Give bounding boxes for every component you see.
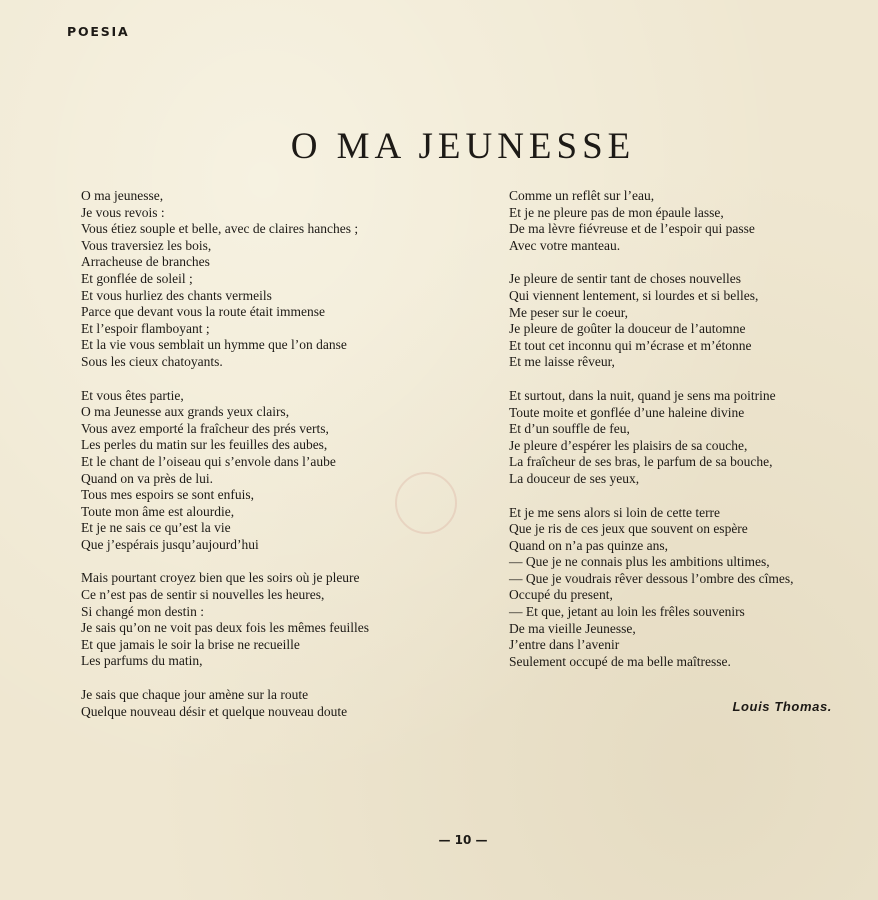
poem-line: Vous traversiez les bois,: [81, 237, 212, 253]
poem-line: O ma Jeunesse aux grands yeux clairs,: [81, 404, 290, 420]
poem-line: Et que jamais le soir la brise ne recueille: [81, 636, 300, 652]
poem-line: Et l’espoir flamboyant ;: [81, 320, 210, 336]
poem-line: Je vous revois :: [81, 204, 165, 220]
poem-line: Et vous êtes partie,: [81, 387, 184, 403]
poem-stanza: [509, 271, 849, 371]
poem-line: Ce n’est pas de sentir si nouvelles les heures,: [81, 587, 325, 603]
poem-line: Occupé du present,: [509, 587, 613, 603]
poem-line: Tous mes espoirs se sont enfuis,: [81, 487, 255, 503]
poem-line: Je sais que chaque jour amène sur la route: [81, 687, 309, 703]
poem-line: Avec votre manteau.: [509, 237, 621, 253]
poem-line: — Et que, jetant au loin les frêles souvenirs: [509, 604, 745, 620]
poem-stanza: [509, 505, 849, 671]
poem-stanza: [509, 188, 849, 254]
poem-line: Que j’espérais jusqu’aujourd’hui: [81, 536, 259, 552]
poem-line: — Que je voudrais rêver dessous l’ombre des cîmes,: [509, 570, 794, 586]
poem-line: Arracheuse de branches: [81, 254, 210, 270]
poem-line: De ma vieille Jeunesse,: [509, 620, 636, 636]
poem-line: Sous les cieux chatoyants.: [81, 353, 223, 369]
poem-line: La fraîcheur de ses bras, le parfum de sa bouche,: [509, 454, 773, 470]
poem-line: — Que je ne connais plus les ambitions ultimes,: [509, 554, 770, 570]
poem-author: Louis Thomas.: [732, 699, 832, 714]
poem-line: La douceur de ses yeux,: [509, 470, 640, 486]
poem-stanza: [81, 188, 441, 371]
poem-line: Et vous hurliez des chants vermeils: [81, 287, 272, 303]
poem-line: Je sais qu’on ne voit pas deux fois les mêmes feuilles: [81, 620, 369, 636]
poem-line: Vous avez emporté la fraîcheur des prés verts,: [81, 420, 329, 436]
poem-line: Je pleure de sentir tant de choses nouvelles: [509, 271, 742, 287]
page-number: — 10 —: [438, 833, 488, 847]
poem-stanza: [81, 570, 441, 670]
poem-line: O ma jeunesse,: [81, 188, 164, 203]
poem-stanza: [509, 388, 849, 488]
poem-line: Et d’un souffle de feu,: [509, 421, 630, 437]
poem-line: Parce que devant vous la route était immense: [81, 304, 326, 320]
poem-line: Et surtout, dans la nuit, quand je sens ma poitrine: [509, 387, 776, 403]
poem-line: Que je ris de ces jeux que souvent on espère: [509, 521, 748, 537]
poem-title: O MA JEUNESSE: [290, 125, 636, 167]
poem-line: Et je ne pleure pas de mon épaule lasse,: [509, 204, 724, 220]
poem-line: Mais pourtant croyez bien que les soirs où je pleure: [81, 570, 360, 586]
poem-line: Quelque nouveau désir et quelque nouveau doute: [81, 703, 348, 719]
poem-line: Seulement occupé de ma belle maîtresse.: [509, 653, 731, 669]
poem-line: Vous étiez souple et belle, avec de claires hanches ;: [81, 221, 359, 237]
poem-line: Et je ne sais ce qu’est la vie: [81, 520, 231, 536]
poem-line: Et me laisse rêveur,: [509, 354, 615, 370]
poem-line: De ma lèvre fiévreuse et de l’espoir qui passe: [509, 221, 755, 237]
section-label: POESIA: [67, 24, 130, 39]
poem-line: Et le chant de l’oiseau qui s’envole dans l’aube: [81, 453, 336, 469]
poem-line: Et gonflée de soleil ;: [81, 270, 193, 286]
poem-right-column: [509, 188, 849, 687]
poem-line: J’entre dans l’avenir: [509, 637, 620, 653]
poem-line: Comme un reflêt sur l’eau,: [509, 188, 655, 203]
poem-line: Je pleure de goûter la douceur de l’automne: [509, 321, 746, 337]
poem-line: Et la vie vous semblait un hymme que l’on danse: [81, 337, 347, 353]
poem-line: Et tout cet inconnu qui m’écrase et m’étonne: [509, 337, 752, 353]
poem-stanza: [81, 388, 441, 554]
poem-line: Quand on va près de lui.: [81, 470, 213, 486]
poem-line: Toute mon âme est alourdie,: [81, 503, 235, 519]
poem-line: Me peser sur le coeur,: [509, 304, 629, 320]
poem-stanza: [81, 687, 441, 720]
poem-line: Quand on n’a pas quinze ans,: [509, 537, 668, 553]
poem-line: Les perles du matin sur les feuilles des aubes,: [81, 437, 328, 453]
poem-line: Je pleure d’espérer les plaisirs de sa couche,: [509, 437, 748, 453]
poem-line: Et je me sens alors si loin de cette terre: [509, 504, 721, 520]
poem-line: Si changé mon destin :: [81, 603, 204, 619]
poem-line: Qui viennent lentement, si lourdes et si belles,: [509, 287, 759, 303]
poem-line: Les parfums du matin,: [81, 653, 203, 669]
poem-left-column: [81, 188, 441, 737]
poem-line: Toute moite et gonflée d’une haleine divine: [509, 404, 745, 420]
